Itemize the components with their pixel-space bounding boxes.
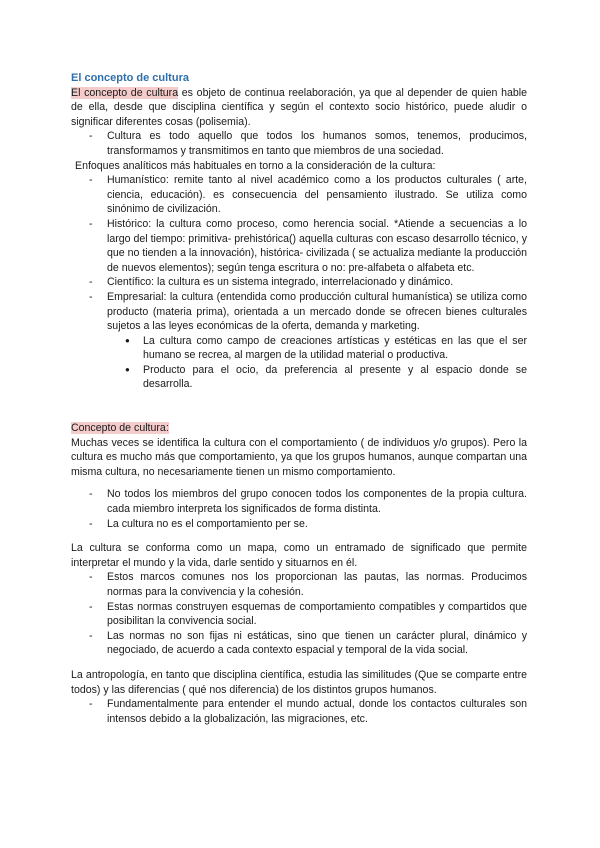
list-item: - Cultura es todo aquello que todos los humanos somos, tenemos, producimos, transformamos y transmitimos en tanto que miembros de una sociedad. (71, 129, 527, 158)
list-item: - Humanístico: remite tanto al nivel académico como a los productos culturales ( arte, ciencia, educación). es consecuencia del pensamiento ilustrado. Se utiliza como sinónimo de civilización. (71, 173, 527, 217)
list-item: - Fundamentalmente para entender el mundo actual, donde los contactos culturales son intensos debido a la globalización, las migraciones, etc. (71, 697, 527, 726)
list-item: - La cultura no es el comportamiento per se. (71, 517, 527, 532)
paragraph: La antropología, en tanto que disciplina científica, estudia las similitudes (Que se comparte entre todos) y las diferencias ( qué nos diferencia) de los distintos grupos humanos. (71, 668, 527, 696)
section-title: El concepto de cultura (71, 72, 189, 84)
list-item: ● La cultura como campo de creaciones artísticas y estéticas en las que el ser humano se recrea, al margen de la utilidad material o productiva. (71, 334, 527, 363)
document-page (71, 71, 527, 726)
list-item: - Empresarial: la cultura (entendida como producción cultural humanística) se utiliza como producto (materia prima), orientada a un mercado donde se ofrecen bienes culturales sujetos a las leyes económicas de la oferta, demanda y marketing. (71, 290, 527, 334)
highlighted-term: El concepto de cultura (71, 86, 179, 99)
list-item: - No todos los miembros del grupo conocen todos los componentes de la propia cultura. cada miembro interpreta los significados de forma distinta. (71, 487, 527, 516)
intro-text: es objeto de continua reelaboración, ya que al depender de quien hable de ella, desde que disciplina científica y según el contexto socio histórico, puede aludir o significar diferentes cosas (polisemia). (71, 86, 527, 128)
list-item: - Histórico: la cultura como proceso, como herencia social. *Atiende a secuencias a lo largo del tiempo: primitiva- prehistórica() aquella culturas con escaso desarrollo técnico, y que no tienden a la innovación), histórica- civilizada ( se actualiza mediante la producción de nuevos elementos); según tenga escritura o no: pre-alfabeta o alfabeta etc. (71, 217, 527, 275)
enfoques-heading: Enfoques analíticos más habituales en torno a la consideración de la cultura: (75, 159, 436, 172)
intro-paragraph (71, 86, 527, 130)
paragraph: La cultura se conforma como un mapa, como un entramado de significado que permite interpretar el mundo y la vida, darle sentido y situarnos en él. (71, 542, 527, 569)
highlighted-term: Concepto de cultura: (71, 422, 169, 435)
paragraph: Muchas veces se identifica la cultura con el comportamiento ( de individuos y/o grupos). Pero la cultura es mucho más que comportamiento, ya que los grupos humanos, aunque compartan una misma cultura, no necesariamente tienen un mismo comportamiento. (71, 436, 527, 478)
enfoques-list (71, 173, 527, 334)
bullet-list (71, 334, 527, 392)
list-item: - Estos marcos comunes nos los proporcionan las pautas, las normas. Producimos normas para la convivencia y la cohesión. (71, 570, 527, 599)
dash-list (71, 129, 527, 158)
list-item: - Estas normas construyen esquemas de comportamiento compatibles y compartidos que posibilitan la convivencia social. (71, 600, 527, 629)
list-item: ● Producto para el ocio, da preferencia al presente y al espacio donde se desarrolla. (71, 363, 527, 392)
list-item: - Las normas no son fijas ni estáticas, sino que tienen un carácter plural, dinámico y negociado, de acuerdo a cada contexto espacial y temporal de la vida social. (71, 629, 527, 658)
section-title-2 (71, 421, 527, 436)
dash-list (71, 570, 527, 658)
dash-list (71, 697, 527, 726)
list-item: - Científico: la cultura es un sistema integrado, interrelacionado y dinámico. (71, 275, 527, 290)
dash-list (71, 487, 527, 531)
